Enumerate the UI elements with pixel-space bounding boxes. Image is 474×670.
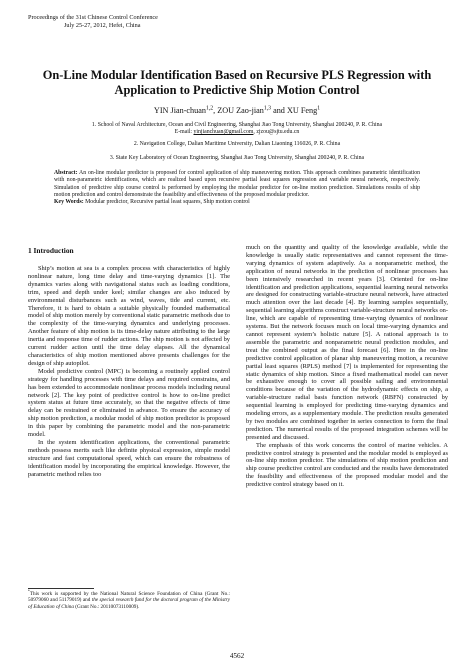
- footnote-text-4: (Grant No.: 20110073110009).: [73, 603, 140, 610]
- proceedings-header: [28, 14, 158, 30]
- intro-paragraph-3: In the system identification applications, the conventional parametric methods possess merits such like definite physical expression, simple model structure and fast computational speed, which can ensure the robustness of identification model by incorporating the empirical knowledge. However, the parametric method relies too: [28, 438, 230, 478]
- section-heading-introduction: 1 Introduction: [28, 246, 74, 255]
- author-3-name: XU Feng: [286, 106, 318, 115]
- abstract-label: Abstract:: [54, 170, 78, 176]
- left-column: [28, 246, 230, 478]
- affiliation-1-address: 1. School of Naval Architecture, Ocean and Civil Engineering, Shanghai Jiao Tong University, Shanghai 200240, P. R. China: [91, 122, 383, 128]
- funding-footnote: [28, 591, 230, 610]
- footnote-text-3: the special research fund for the doctoral program of the Ministry of Education of China: [28, 597, 231, 610]
- keywords-paragraph: [54, 199, 420, 206]
- author-1-name: YIN Jian-chuan: [153, 106, 206, 115]
- abstract-paragraph: [54, 170, 420, 199]
- affiliation-1: [20, 122, 454, 137]
- right-column: [246, 244, 448, 489]
- proceedings-line-2: July 25-27, 2012, Hefei, China: [64, 22, 141, 29]
- abstract-text: An on-line modular predictor is proposed for control application of ship maneuvering motion. This approach combines parametric identification with non-parametric identifications, which are realized based upon recursive partial least squares regression and variable neural network, respectively. Simulation of predictive ship course control is performed by employing the modular predictor for on-line motion prediction. Simulations results of ship motion prediction and control demonstrate the feasibility and effectiveness of the proposed modular predictor.: [54, 170, 420, 198]
- title-line-2: Application to Predictive Ship Motion Control: [114, 83, 360, 97]
- footnote-text-2: ) and: [79, 597, 92, 604]
- email-separator: ,: [253, 129, 257, 136]
- email-label: E-mail:: [174, 129, 194, 136]
- affiliation-3: 3. State Key Laboratory of Ocean Engineering, Shanghai Jiao Tong University, Shanghai 200240, P. R. China: [109, 155, 365, 161]
- footnote-mark: *: [28, 589, 30, 594]
- author-2-name: ZOU Zao-jian: [217, 106, 264, 115]
- page-number: 4562: [229, 652, 245, 660]
- footnote-divider: [28, 588, 94, 589]
- intro-paragraph-2: Model predictive control (MPC) is becoming a routinely applied control strategy for handling processes with time delays and required constrains, and has been extended to accommodate nonlinear process models including neural network [2]. The key point of predictive control is how to on-line predict system status at future time accurately, so that the negative effects of time delay can be restrained or eliminated in advance. To ensure the accuracy of ship motion prediction, a modular model of ship motion predictor is proposed in this paper by combining the parametric model and the non-parametric model.: [28, 367, 230, 439]
- author-1-affiliation-mark: 1,2: [205, 105, 214, 112]
- author-conjunction: and: [271, 106, 287, 115]
- email-link-1[interactable]: yinjianchuan@gmail.com: [193, 129, 254, 136]
- intro-paragraph-continued: much on the quantity and quality of the knowledge available, while the knowledge is usually static representatives and cannot represent the time-varying dynamics of system adaptively. As a nonparametric method, the application of neural networks in the prediction of nonlinear processes has been intensively researched in recent years [3]. Oriented for on-line identification and prediction applications, sequential learning neural networks are designed for constructing variable-structure neural network, have attracted much attention over the last decade [4]. By learning samples sequentially, sequential learning algorithms construct variable-structure neural networks on-line, which are capable of representing time-varying dynamics of nonlinear systems. But the network focuses much on local time-varying dynamics and cannot represent system’s holistic nature [5]. A rational approach is to assemble the parametric and nonparametric neural prediction modules, and treat the combined output as the final forecast [6]. Here in the on-line predictive control application of planar ship maneuvering motion, a recursive partial least squares (RPLS) method [7] is implemented for representing the static dynamics of ship motion. Since a fixed mathematical model can never be exhaustive enough to cover all possible sailing and environmental conditions because of the variation of the hydrodynamic effects on ship, a variable-structure radial basis function network (RBFN) constructed by sequential learning is employed for predicting time-varying dynamics and modeling errors, as a supplementary module. The prediction results generated by two modules are combined together in series connection to form the final prediction. The numerical results of the proposed integration schemes will be presented and discussed.: [246, 244, 448, 441]
- title-line-1: On-Line Modular Identification Based on Recursive PLS Regression with: [42, 68, 432, 82]
- author-separator: ,: [213, 106, 218, 115]
- affiliation-1-email-line: [20, 129, 454, 136]
- intro-paragraph-4: The emphasis of this work concerns the control of marine vehicles. A predictive control strategy is presented and the modular model is employed as on-line ship motion predictor. The simulations of ship motion prediction and ship course predictive control are conducted and the results have demonstrated the feasibility and effectiveness of the proposed modular model and the predictive control strategy based on it.: [246, 441, 448, 489]
- footnote-text-1: This work is supported by the National Natural Science Foundation of China (Grant No.: 50979060 and 51179019: [28, 591, 230, 604]
- author-list: [20, 106, 454, 116]
- affiliation-2: 2. Navigation College, Dalian Maritime University, Dalian Liaoning 116026, P. R. China: [133, 141, 341, 147]
- author-3-affiliation-mark: 1: [317, 105, 321, 112]
- intro-paragraph-1: Ship’s motion at sea is a complex process with characteristics of highly nonlinear nature, long time delay and time-varying dynamics [1]. The dynamics varies along with navigational status such as loading conditions, trim, speed and depth under keel; similar changes are also induced by environmental disturbances such as wind, waves, tide and current, etc. Therefore, it is hard to obtain a suitable physically founded mathematical model of ship motion merely by conventional static parametric methods due to the complexity of the time-varying dynamics and underlying processes. Another feature of ship motion is its time-delay nature attributing to the large inertia and response time of rudder actions. The ship motion is not affected by current rudder action until the time delay elapses. All the dynamical characteristics of ship motion mentioned above presents challenges for the design of ship autopilot.: [28, 265, 230, 367]
- email-2: zjzou@sjtu.edu.cn: [256, 129, 300, 136]
- keywords-label: Key Words:: [54, 199, 84, 206]
- abstract-section: [54, 170, 420, 206]
- proceedings-line-1: Proceedings of the 31st Chinese Control Conference: [28, 14, 158, 21]
- author-2-affiliation-mark: 1,3: [263, 105, 272, 112]
- keywords-text: Modular predictor, Recursive partial least squares, Ship motion control: [83, 199, 250, 206]
- paper-title: [20, 68, 454, 98]
